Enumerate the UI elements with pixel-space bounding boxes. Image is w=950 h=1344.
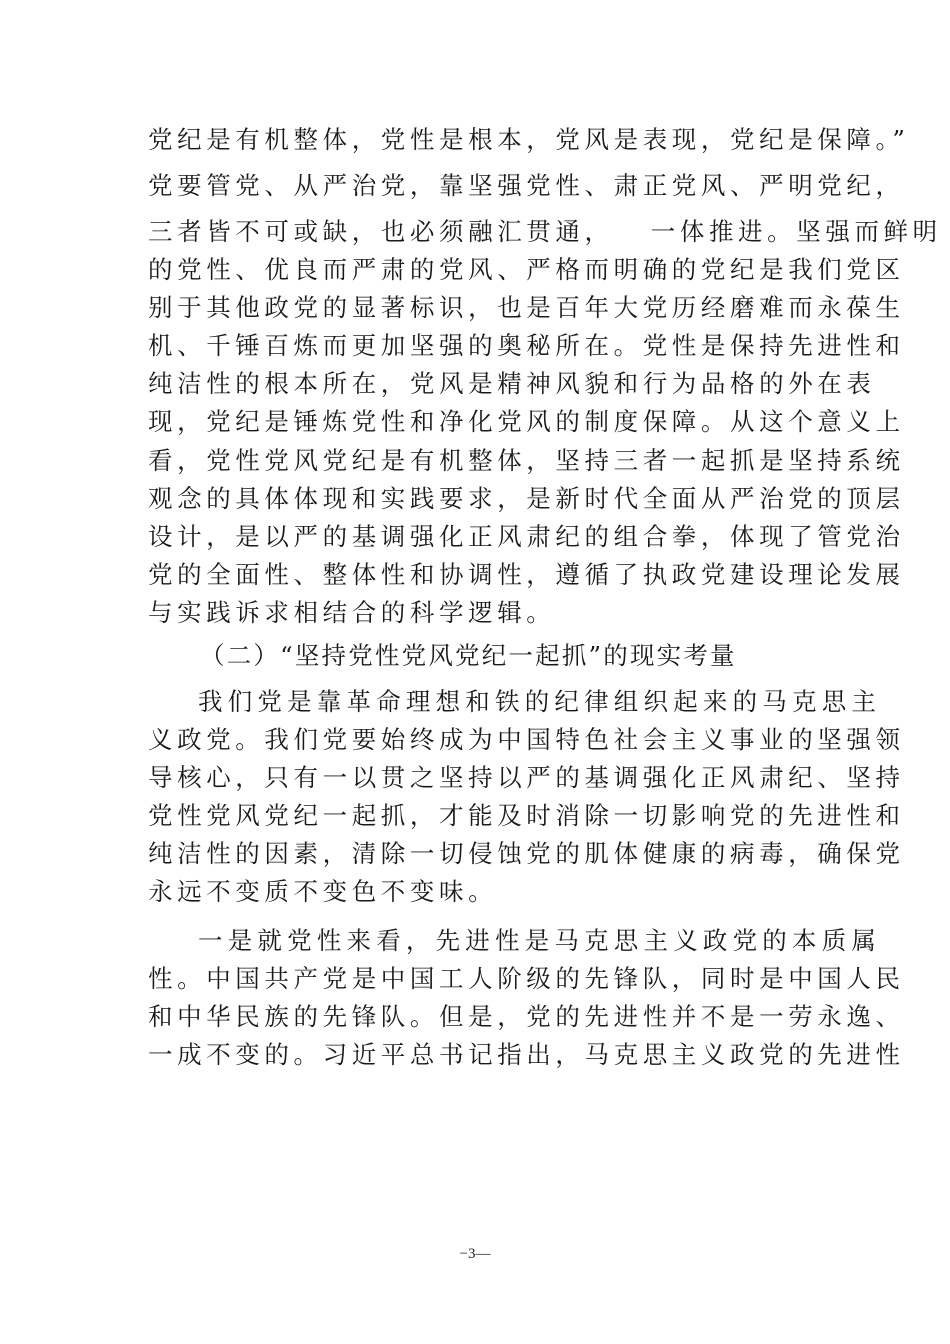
text-line: 一成不变的。习近平总书记指出，马克思主义政党的先进性 bbox=[148, 1040, 905, 1069]
text-line: 党纪是有机整体，党性是根本，党风是表现，党纪是保障。” bbox=[148, 125, 910, 154]
text-line: 我们党是靠革命理想和铁的纪律组织起来的马克思主 bbox=[198, 687, 882, 716]
text-line: 党的全面性、整体性和协调性，遵循了执政党建设理论发展 bbox=[148, 560, 905, 589]
text-line: 性。中国共产党是中国工人阶级的先锋队，同时是中国人民 bbox=[148, 964, 905, 993]
text-line: 别于其他政党的显著标识，也是百年大党历经磨难而永葆生 bbox=[148, 293, 905, 322]
text-line: 纯洁性的根本所在，党风是精神风貌和行为品格的外在表 bbox=[148, 369, 876, 398]
text-line: 和中华民族的先锋队。但是，党的先进性并不是一劳永逸、 bbox=[148, 1002, 905, 1031]
text-line: 与实践诉求相结合的科学逻辑。 bbox=[148, 598, 556, 627]
text-line: 党性党风党纪一起抓，才能及时消除一切影响党的先进性和 bbox=[148, 801, 905, 830]
page-number: −3— bbox=[459, 1246, 491, 1262]
text-line: 纯洁性的因素，清除一切侵蚀党的肌体健康的病毒，确保党 bbox=[148, 839, 905, 868]
text-line: 机、千锤百炼而更加坚强的奥秘所在。党性是保持先进性和 bbox=[148, 331, 905, 360]
text-line: 现，党纪是锤炼党性和净化党风的制度保障。从这个意义上 bbox=[148, 407, 905, 436]
text-line: 看，党性党风党纪是有机整体，坚持三者一起抓是坚持系统 bbox=[148, 446, 905, 475]
text-line: 一是就党性来看，先进性是马克思主义政党的本质属 bbox=[198, 926, 882, 955]
text-line: 三者皆不可或缺，也必须融汇贯通， 一体推进。坚强而鲜明 bbox=[148, 217, 942, 246]
text-line: 导核心，只有一以贯之坚持以严的基调强化正风肃纪、坚持 bbox=[148, 763, 905, 792]
section-heading: （二）“坚持党性党风党纪一起抓”的现实考量 bbox=[200, 641, 737, 670]
text-line: 观念的具体体现和实践要求，是新时代全面从严治党的顶层 bbox=[148, 484, 905, 513]
text-line: 党要管党、从严治党，靠坚强党性、肃正党风、严明党纪， bbox=[148, 171, 905, 200]
text-line: 的党性、优良而严肃的党风、严格而明确的党纪是我们党区 bbox=[148, 255, 905, 284]
text-line: 义政党。我们党要始终成为中国特色社会主义事业的坚强领 bbox=[148, 725, 905, 754]
text-line: 设计，是以严的基调强化正风肃纪的组合拳，体现了管党治 bbox=[148, 522, 905, 551]
text-line: 永远不变质不变色不变味。 bbox=[148, 877, 498, 906]
